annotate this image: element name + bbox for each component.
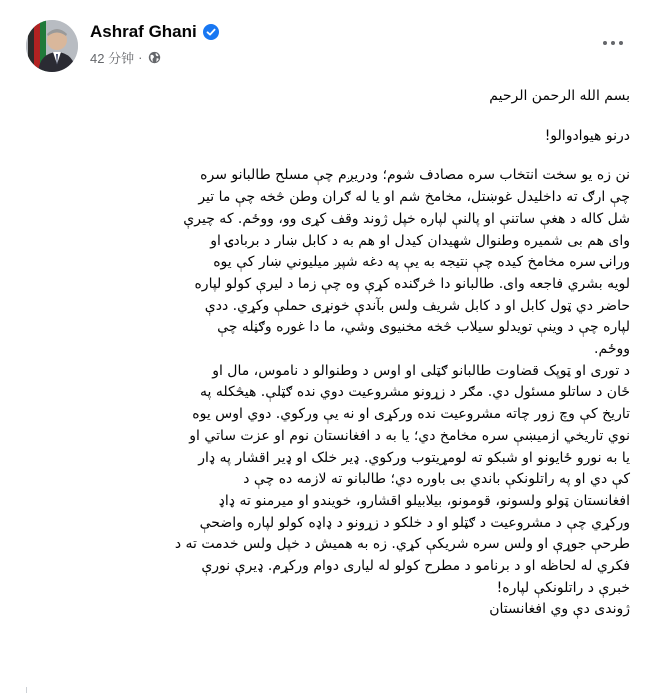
- author-name[interactable]: Ashraf Ghani: [90, 22, 197, 41]
- post-basmala: بسم الله الرحمن الرحيم: [489, 88, 630, 104]
- verified-badge-icon: [203, 24, 219, 40]
- post-line: يا به نورو ځايونو او شبکو ته لومړيتوب ورکوي. ډير خلک او ډير اقشار په ډار: [198, 449, 630, 466]
- post-line: لپاره چې د وينې تويدلو سيلاب څخه مخنيوی وشي، ما دا غوره وګڼله چې: [217, 319, 630, 336]
- post-paragraph-1: [26, 165, 630, 360]
- post-line: فکري له لحاظه او د برنامو د مطرح کولو له لياری دوام ورکړم. ډيرې نورې: [201, 558, 630, 575]
- post-line: لويه بشري فاجعه وای. طالبانو دا څرګنده کړې وه چې زما د ليرې کولو لپاره: [194, 275, 630, 292]
- post-line: کې دي او په راتلونکې باندي بی باوره دي؛ طالبانو ته لازمه ده چې د: [243, 471, 630, 488]
- post-line: ورانۍ سره مخامخ کيده چې نتيجه به يې په دغه شپږ ميليوني ښار کې يوه: [213, 254, 630, 271]
- post-text: [26, 86, 630, 621]
- more-options-icon[interactable]: [596, 26, 630, 60]
- post-header: [0, 0, 650, 78]
- post-line: وای هم بی شميره وطنوال شهيدان کيدل او هم به د کابل ښار د بربادۍ او: [210, 232, 630, 249]
- avatar[interactable]: [26, 20, 78, 72]
- post-line: حاضر دي ټول کابل او د کابل شريف ولس بآندې خونړی حملې وکړي. ددې: [204, 297, 630, 314]
- post-line: ورکړي چې د مشروعيت د ګټلو او د خلکو د زړونو د ډاډه کولو لپاره واضحې: [199, 514, 630, 531]
- globe-icon[interactable]: [148, 51, 161, 64]
- avatar-image: [26, 20, 78, 72]
- post-line: ځان د ساتلو مسئول دي. مګر د زړونو مشروعيت دوي نده ګټلې. هيڅکله په: [199, 384, 630, 401]
- post-line: نن زه يو سخت انتخاب سره مصادف شوم؛ ودريږم چې مسلح طالبانو سره: [200, 167, 630, 184]
- meta-separator: ·: [138, 50, 143, 65]
- post-line: طرحې جوړې او ولس سره شريکې کړي. زه به هميش د خپل ولس خدمت ته د: [174, 536, 630, 553]
- post-line: تاريخ کې وچ زور چاته مشروعيت نده ورکړی او نه يې ورکوي. دوي اوس يوه: [192, 406, 630, 423]
- post-meta: [90, 48, 161, 67]
- post-line: شل کاله د هغې ساتنې او پالنې لپاره خپل ژوند وقف کړی وو، ووځم. که چيرې: [183, 210, 630, 227]
- post-line: نوي تاريخي ازميښې سره مخامخ دي؛ يا به د افغانستان نوم او عزت ساتي او: [189, 427, 630, 444]
- post-paragraph-2: [26, 361, 630, 621]
- post-line: د توری او ټوپک قضاوت طالبانو ګټلی او اوس د وطنوالو د ناموس، مال او: [212, 362, 630, 379]
- post-greeting: درنو هيوادوالو!: [544, 127, 630, 144]
- post-line: ووځم.: [594, 341, 630, 358]
- post-line: چې ارګ ته داخليدل غوښتل، مخامخ شم او يا له ګران وطن څخه چې ما تير: [198, 189, 630, 206]
- post-line: ژوندی دې وي افغانستان: [489, 601, 630, 618]
- post-line: خبرې د راتلونکې لپاره!: [496, 579, 630, 596]
- post-timestamp[interactable]: 42 分钟: [90, 51, 135, 66]
- author-row: [90, 22, 219, 42]
- divider: [26, 687, 39, 693]
- post-line: افغانستان ټولو ولسونو، قومونو، بيلابيلو اقشارو، خويندو او ميرمنو ته ډاډ: [218, 492, 630, 509]
